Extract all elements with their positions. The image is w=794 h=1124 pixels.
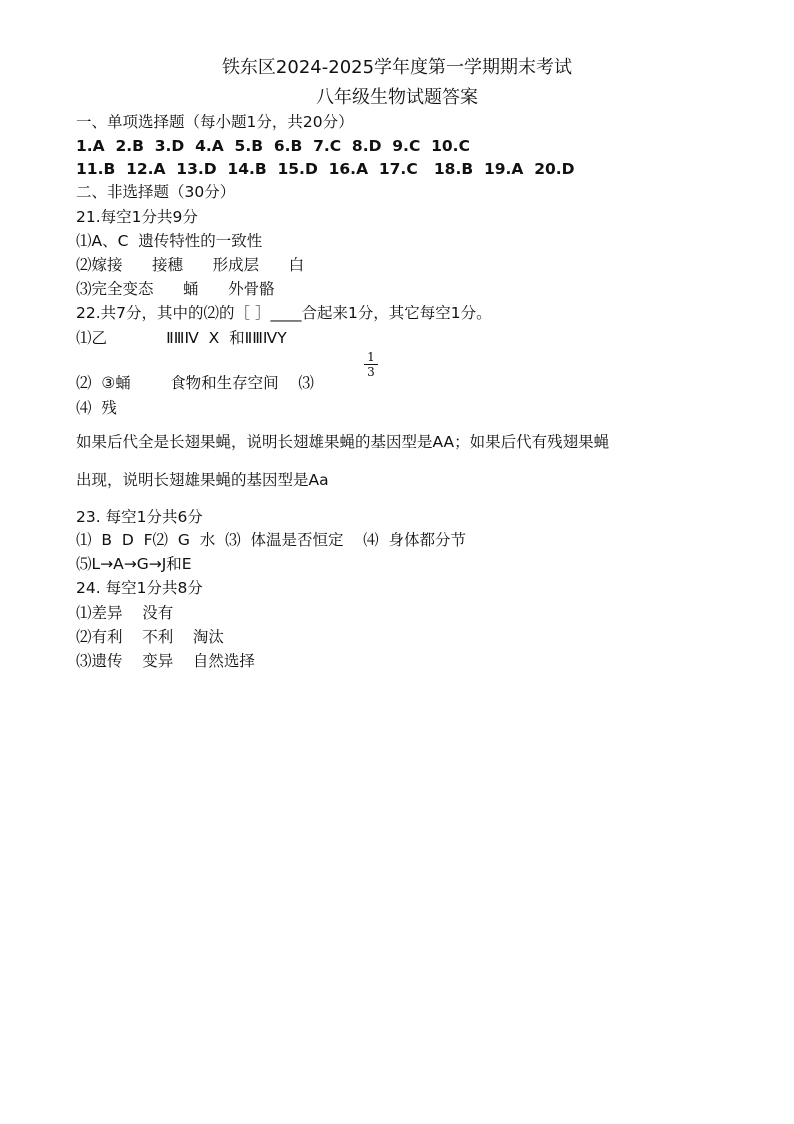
section-heading-choice: 一、单项选择题（每小题1分，共20分）	[76, 113, 354, 131]
section-heading-nonchoice: 二、非选择题（30分）	[76, 183, 236, 201]
question-22-explanation-2: 出现，说明长翅雄果蝇的基因型是Aa	[76, 471, 329, 489]
fraction-numerator: 1	[364, 350, 378, 365]
question-21-heading: 21.每空1分共9分	[76, 208, 198, 226]
question-23-answer-1: ⑴ B D F⑵ G 水 ⑶ 体温是否恒定 ⑷ 身体都分节	[76, 531, 467, 549]
question-21-answer-2: ⑵嫁接 接穗 形成层 白	[76, 256, 305, 274]
question-22-answer-4: ⑷ 残	[76, 399, 117, 417]
question-24-answer-1: ⑴差异 没有	[76, 604, 174, 622]
document-title: 铁东区2024-2025学年度第一学期期末考试	[221, 57, 573, 78]
question-23-answer-2: ⑸L→A→G→J和E	[76, 555, 192, 573]
question-22-answer-1: ⑴乙 ⅡⅢⅣ X 和ⅡⅢⅣY	[76, 329, 287, 347]
fraction-denominator: 3	[367, 365, 375, 379]
question-21-answer-3: ⑶完全变态 蛹 外骨骼	[76, 280, 275, 298]
document-subtitle: 八年级生物试题答案	[316, 87, 478, 108]
answer-row-2: 11.B 12.A 13.D 14.B 15.D 16.A 17.C 18.B 19.A 20.D	[76, 160, 575, 178]
question-22-explanation-1: 如果后代全是长翅果蝇，说明长翅雄果蝇的基因型是AA；如果后代有残翅果蝇	[76, 433, 610, 451]
question-24-heading: 24. 每空1分共8分	[76, 579, 203, 597]
question-23-heading: 23. 每空1分共6分	[76, 508, 203, 526]
fraction	[364, 350, 378, 379]
answer-row-1: 1.A 2.B 3.D 4.A 5.B 6.B 7.C 8.D 9.C 10.C	[76, 137, 470, 155]
question-22-answer-2: ⑵ ③蛹 食物和生存空间 ⑶	[76, 374, 314, 392]
question-24-answer-3: ⑶遗传 变异 自然选择	[76, 652, 255, 670]
question-24-answer-2: ⑵有利 不利 淘汰	[76, 628, 224, 646]
question-22-heading: 22.共7分，其中的⑵的［ ］____合起来1分，其它每空1分。	[76, 304, 492, 322]
question-21-answer-1: ⑴A、C 遗传特性的一致性	[76, 232, 263, 250]
